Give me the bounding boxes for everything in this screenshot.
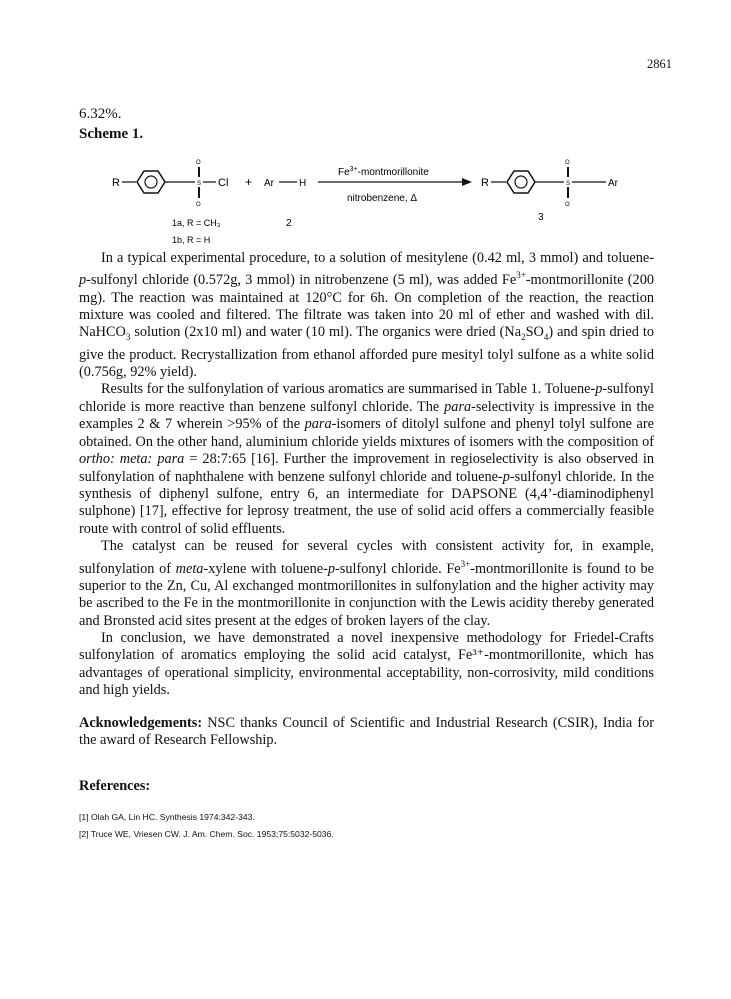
reaction-scheme (110, 146, 650, 251)
reference-item: [1] Olah GA, Lin HC. Synthesis 1974:342-343. (79, 812, 255, 822)
page-number: 2861 (647, 57, 672, 71)
h-label: H (299, 178, 307, 189)
references-title: References: (79, 778, 151, 794)
o-bottom-left: O (196, 202, 201, 208)
ar-right-label: Ar (608, 178, 618, 189)
o-top-right: O (565, 160, 570, 166)
catalyst-charge: 3+ (349, 166, 358, 173)
acknowledgements-text: NSC thanks Council of Scientific and Industrial Research (CSIR), India for the award of Research Fellowship. (79, 715, 654, 749)
s-atom-left: S (197, 181, 202, 187)
s-atom-right: S (566, 181, 571, 187)
o-top-left: O (196, 160, 201, 166)
paragraph-catalyst: The catalyst can be reused for several cycles with consistent activity for, in example, sulfonylation of meta-xylene with toluene-p-sulfonyl chloride. $Fe^{3+}$-montmorillonite is found to be superior to the Zn, Cu, Al exchanged montmorillonites in sulfonylation and the higher activity may be ascribed to the Fe in the montmorillonite in conjunction with the Lewis acidity thereby generated and Bronsted acid sites present at the edges of broken layers of the clay. (79, 538, 654, 629)
label-2: 2 (286, 218, 292, 229)
plus-sign: + (245, 175, 253, 189)
paragraph-conclusion: In conclusion, we have demonstrated a novel inexpensive methodology for Friedel-Crafts sulfonylation of aromatics employing the solid acid catalyst, Fe³⁺-montmorillonite, which has advantages of operational simplicity, environmental acceptability, non-corrosivity, mild conditions and high yields. (79, 629, 654, 699)
r-left-label: R (112, 177, 120, 189)
label-1b: 1b, R = H (172, 235, 211, 245)
body-text (79, 250, 654, 700)
reference-item: [2] Truce WE, Vriesen CW. J. Am. Chem. Soc. 1953;75:5032-5036. (79, 829, 334, 839)
references-list (79, 809, 334, 843)
r-right-label: R (481, 177, 489, 189)
cl-label: Cl (218, 177, 229, 189)
o-bottom-right: O (565, 202, 570, 208)
scheme-title: Scheme 1. (79, 126, 144, 142)
label-3: 3 (538, 212, 544, 223)
conditions-label: nitrobenzene, Δ (347, 193, 418, 204)
label-1a: 1a, R = CH₃ (172, 218, 221, 228)
catalyst-rest: -montmorillonite (357, 167, 429, 178)
paragraph-results: Results for the sulfonylation of various aromatics are summarised in Table 1. Toluene-p-sulfonyl chloride is more reactive than benzene sulfonyl chloride. The para-selectivity is impressive in the examples 2 & 7 wherein >95% of the para-isomers of ditolyl sulfone and phenyl tolyl sulfone are obtained. On the other hand, aluminium chloride yields mixtures of isomers with the composition of ortho: meta: para = 28:7:65 [16]. Further the improvement in regioselectivity is also observed in sulfonylation of naphthalene with benzene sulfonyl chloride and toluene-p-sulfonyl chloride. In the synthesis of diphenyl sulfone, entry 6, an intermediate for DAPSONE (4,4’-diaminodiphenyl sulphone) [17], effective for leprosy treatment, the use of solid acid offers a commercially feasible route with control of solid effluents. (79, 381, 655, 537)
acknowledgements-label: Acknowledgements: (79, 715, 203, 731)
ar-label: Ar (264, 178, 274, 189)
catalyst-fe: Fe (338, 167, 350, 178)
acknowledgements (79, 715, 654, 750)
paragraph-procedure: In a typical experimental procedure, to a solution of mesitylene (0.42 ml, 3 mmol) and toluene-p-sulfonyl chloride (0.572g, 3 mmol) in nitrobenzene (5 ml), was added $Fe^{3+}$-montmorillonite (200 mg). The reaction was maintained at 120°C for 6h. On completion of the reaction, the reaction mixture was cooled and filtered. The filtrate was taken into 20 ml of ether and washed with dil. NaHCO$_3$ solution (2x10 ml) and water (10 ml). The organics were dried $(Na_2SO_4)$ and spin dried to give the product. Recrystallization from ethanol afforded pure mesityl tolyl sulfone as a white solid (0.756g, 92% yield). (79, 250, 655, 381)
catalyst-label (338, 166, 429, 178)
text-fragment: 6.32%. (79, 106, 122, 122)
